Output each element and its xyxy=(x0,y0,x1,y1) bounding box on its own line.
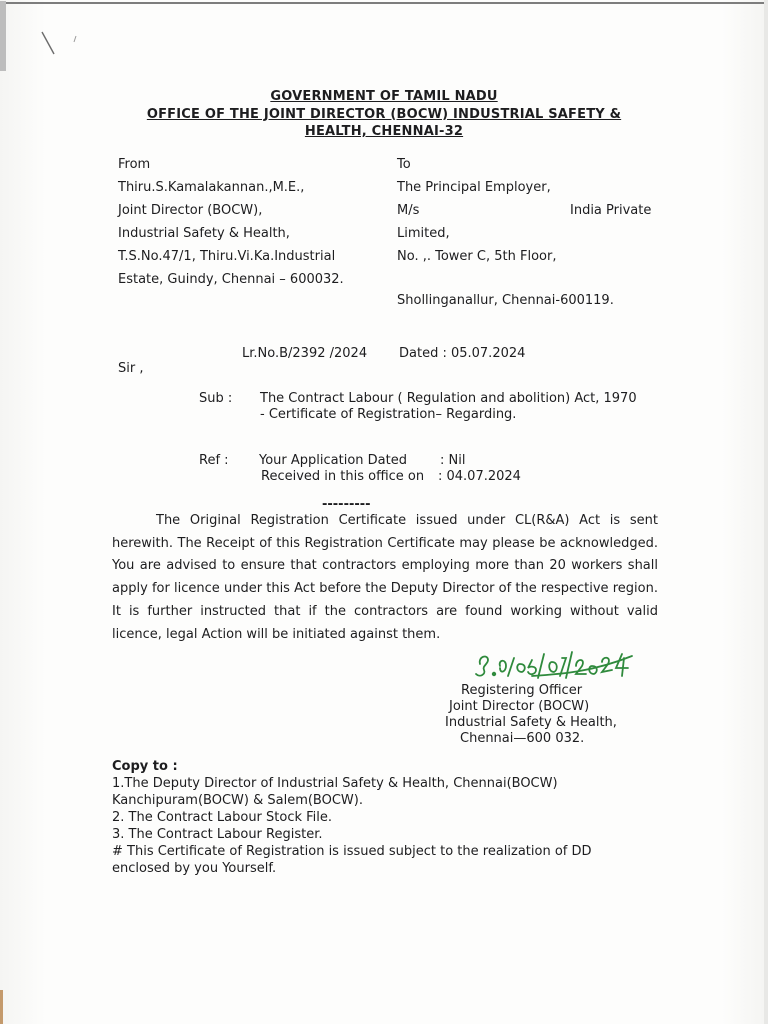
copy-to-line: Kanchipuram(BOCW) & Salem(BOCW). xyxy=(112,793,363,808)
copy-to-line: # This Certificate of Registration is issued subject to the realization of DD xyxy=(112,844,592,859)
to-line: No. ,. Tower C, 5th Floor, xyxy=(397,249,557,264)
from-line: Estate, Guindy, Chennai – 600032. xyxy=(118,272,344,287)
ref-label: Ref : xyxy=(199,453,229,468)
scan-edge-line xyxy=(0,2,768,4)
copy-to-line: 2. The Contract Labour Stock File. xyxy=(112,810,333,825)
salutation: Sir , xyxy=(118,361,144,376)
ref-received-value: : 04.07.2024 xyxy=(438,469,521,484)
ref-application-label: Your Application Dated xyxy=(259,453,407,468)
from-line: Joint Director (BOCW), xyxy=(118,203,263,218)
to-line: The Principal Employer, xyxy=(397,180,551,195)
to-label: To xyxy=(397,157,411,172)
signatory-line: Registering Officer xyxy=(461,683,583,698)
from-label: From xyxy=(118,157,151,172)
separator: --------- xyxy=(322,497,371,512)
pen-mark xyxy=(38,28,88,62)
signatory-line: Joint Director (BOCW) xyxy=(449,699,590,714)
scan-shadow xyxy=(764,0,768,1024)
scan-edge-line xyxy=(0,1,6,71)
letterhead-city: HEALTH, CHENNAI-32 xyxy=(304,124,464,139)
letterhead-office: OFFICE OF THE JOINT DIRECTOR (BOCW) INDUSTRIAL SAFETY & xyxy=(146,106,622,122)
from-line: Thiru.S.Kamalakannan.,M.E., xyxy=(118,180,305,195)
signatory-line: Industrial Safety & Health, xyxy=(445,715,617,730)
copy-to-title: Copy to : xyxy=(112,759,178,774)
letter-date: Dated : 05.07.2024 xyxy=(399,346,526,361)
copy-to-section xyxy=(112,758,672,877)
copy-to-line: 1.The Deputy Director of Industrial Safety & Health, Chennai(BOCW) xyxy=(112,776,558,791)
scan-shadow xyxy=(0,990,3,1024)
body-text: The Original Registration Certificate issued under CL(R&A) Act is sent herewith. The Receipt of this Registration Certificate may please be acknowledged. You are advised to ensure that contractors employing more than 20 workers shall apply for licence under this Act before the Deputy Director of the respective region. It is further instructed that if the contractors are found working without valid licence, legal Action will be initiated against them. xyxy=(112,513,658,642)
subject-label: Sub : xyxy=(199,391,233,406)
copy-to-line: enclosed by you Yourself. xyxy=(112,861,277,876)
ref-application-value: : Nil xyxy=(440,453,466,468)
subject-line: - Certificate of Registration– Regarding. xyxy=(260,407,517,422)
copy-to-line: 3. The Contract Labour Register. xyxy=(112,827,323,842)
subject-line: The Contract Labour ( Regulation and abolition) Act, 1970 xyxy=(260,391,637,406)
to-line: Shollinganallur, Chennai-600119. xyxy=(397,293,614,308)
letter-number: Lr.No.B/2392 /2024 xyxy=(242,346,368,361)
from-line: Industrial Safety & Health, xyxy=(118,226,290,241)
letterhead-government: GOVERNMENT OF TAMIL NADU xyxy=(270,89,498,104)
letterhead xyxy=(0,88,768,141)
body-paragraph xyxy=(112,510,658,646)
from-line: T.S.No.47/1, Thiru.Vi.Ka.Industrial xyxy=(118,249,336,264)
to-line: Limited, xyxy=(397,226,450,241)
signatory-line: Chennai—600 032. xyxy=(460,731,585,746)
ref-received-label: Received in this office on xyxy=(261,469,425,484)
handwritten-signature xyxy=(472,636,642,686)
to-line: M/s xyxy=(397,203,420,218)
to-line: India Private xyxy=(570,203,652,218)
